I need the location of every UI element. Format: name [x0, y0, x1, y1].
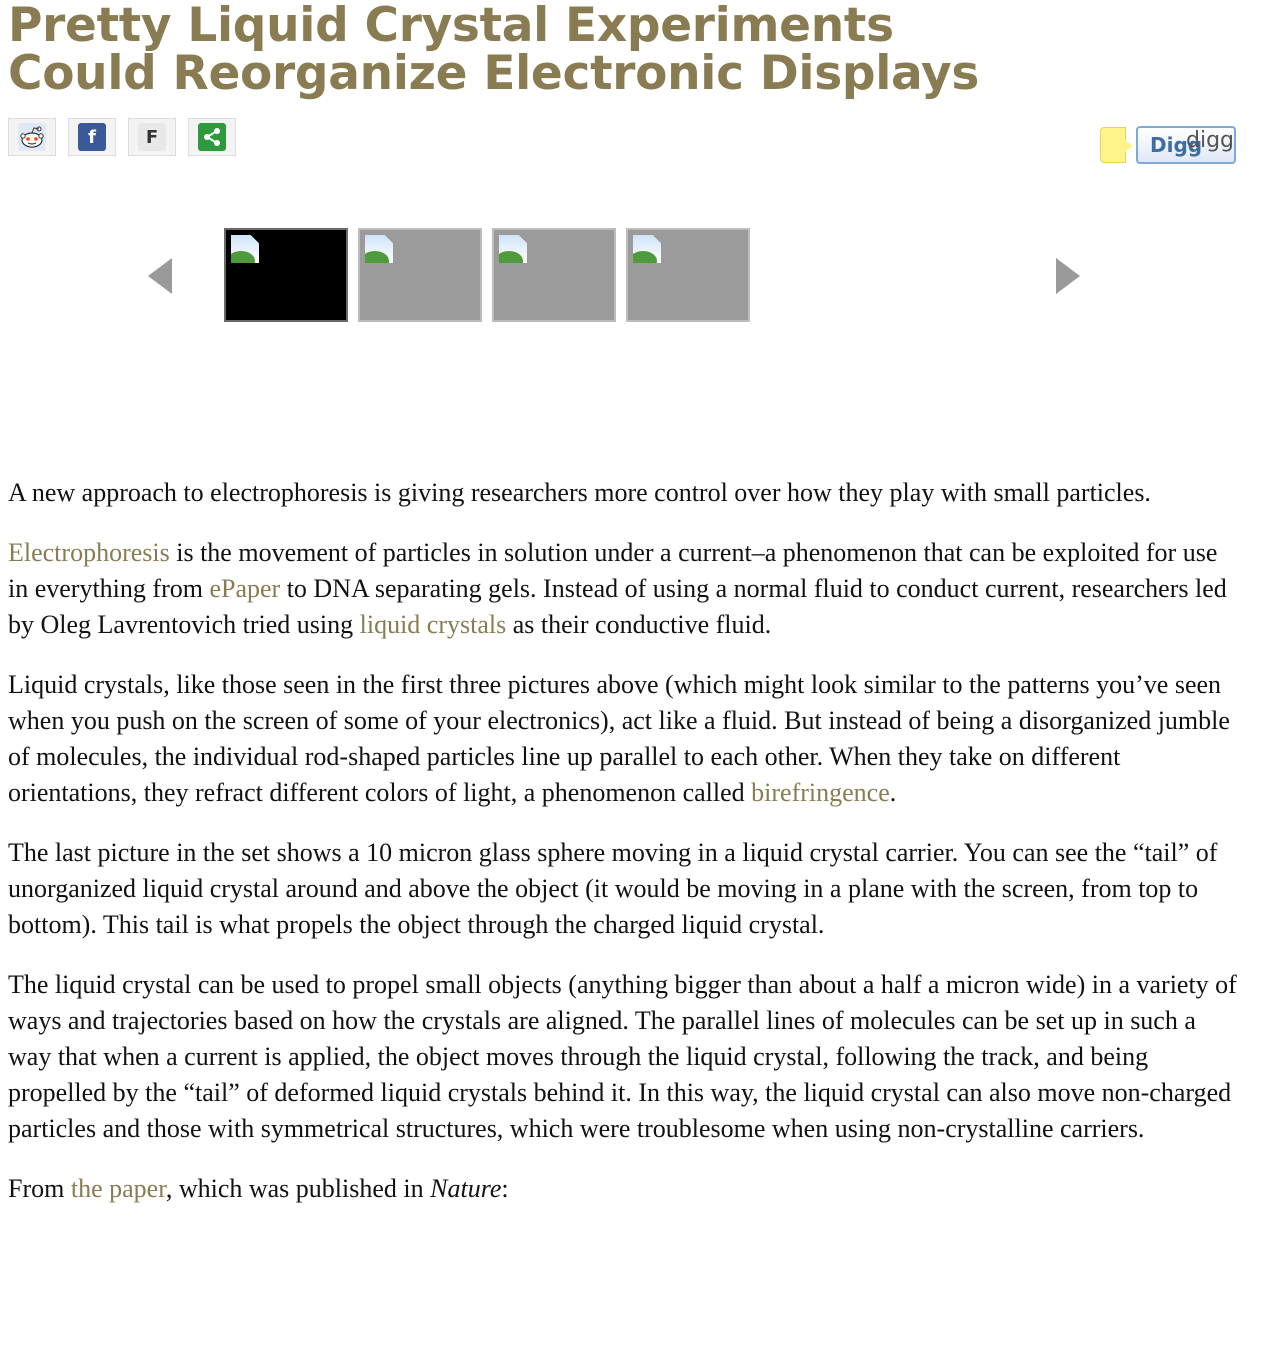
paragraph-text: A new approach to electrophoresis is giving researchers more control over how they play with small particles. [8, 478, 1151, 507]
digg-widget [1100, 126, 1236, 164]
article-title: Pretty Liquid Crystal Experiments Could Reorganize Electronic Displays [8, 0, 980, 101]
paragraph-6 [8, 1171, 1238, 1207]
paragraph-text: The liquid crystal can be used to propel small objects (anything bigger than about a half a micron wide) in a variety of ways and trajectories based on how the crystals are aligned. The parallel lines of molecules can be set up in such a way that when a current is applied, the object moves through the liquid crystal, following the track, and being propelled by the “tail” of deformed liquid crystals behind it. In this way, the liquid crystal can also move non-charged particles and those with symmetrical structures, which were troublesome when using non-crystalline carriers. [8, 970, 1237, 1143]
digg-alt-text: digg [1186, 128, 1235, 153]
share-glyph [202, 127, 222, 147]
reddit-icon [18, 123, 46, 151]
fark-icon: F [138, 123, 166, 151]
paragraph-text: , which was published in [165, 1174, 431, 1203]
paragraph-5 [8, 967, 1238, 1147]
paragraph-text: From [8, 1174, 71, 1203]
article-body [8, 475, 1238, 1207]
gallery-thumbnails [224, 228, 750, 322]
paragraph-text: to DNA separating gels. Instead of using a normal fluid to conduct current, researchers led by Oleg Lavrentovich tried using [8, 574, 1227, 639]
paper-link[interactable]: the paper [70, 1174, 166, 1203]
broken-image-icon [499, 235, 527, 263]
paragraph-text: : [501, 1174, 509, 1203]
share-row [8, 118, 1248, 228]
share-button[interactable] [188, 118, 236, 156]
reddit-alien-glyph [19, 125, 45, 149]
broken-image-icon [231, 235, 259, 263]
gallery-thumbnail-4[interactable] [626, 228, 750, 322]
birefringence-link[interactable]: birefringence [751, 778, 890, 807]
paragraph-text: is the movement of particles in solution under a current–a phenomenon that can be exploited for use in everything from [8, 538, 1218, 603]
paragraph-2 [8, 535, 1238, 643]
image-gallery [8, 228, 1248, 428]
broken-image-icon [365, 235, 393, 263]
gallery-prev-arrow-icon[interactable] [148, 258, 172, 294]
reddit-share-button[interactable] [8, 118, 56, 156]
facebook-share-button[interactable] [68, 118, 116, 156]
epaper-link[interactable]: ePaper [209, 574, 281, 603]
paragraph-3 [8, 667, 1238, 811]
gallery-thumbnail-2[interactable] [358, 228, 482, 322]
gallery-thumbnail-3[interactable] [492, 228, 616, 322]
gallery-next-arrow-icon[interactable] [1056, 258, 1080, 294]
fark-share-button[interactable] [128, 118, 176, 156]
paragraph-text: as their conductive fluid. [506, 610, 772, 639]
share-icon [198, 123, 226, 151]
paragraph-text: The last picture in the set shows a 10 micron glass sphere moving in a liquid crystal carrier. You can see the “tail” of unorganized liquid crystal around and above the object (it would be moving in a plane with the screen, from top to bottom). This tail is what propels the object through the charged liquid crystal. [8, 838, 1218, 939]
paragraph-text: . [889, 778, 897, 807]
paragraph-1 [8, 475, 1238, 511]
digg-count-tab [1100, 127, 1126, 163]
journal-name: Nature [430, 1174, 502, 1203]
electrophoresis-link[interactable]: Electrophoresis [8, 538, 170, 567]
share-icons [8, 118, 1248, 156]
paragraph-text: Liquid crystals, like those seen in the first three pictures above (which might look similar to the patterns you’ve seen when you push on the screen of some of your electronics), act like a fluid. But instead of being a disorganized jumble of molecules, the individual rod-shaped particles line up parallel to each other. When they take on different orientations, they refract different colors of light, a phenomenon called [8, 670, 1230, 807]
gallery-thumbnail-1[interactable] [224, 228, 348, 322]
broken-image-icon [633, 235, 661, 263]
digg-button[interactable] [1136, 126, 1236, 164]
liquid-crystals-link[interactable]: liquid crystals [359, 610, 507, 639]
article-page [8, 0, 1248, 1231]
paragraph-4 [8, 835, 1238, 943]
facebook-icon: f [78, 123, 106, 151]
digg-button-label: Digg [1150, 133, 1203, 157]
